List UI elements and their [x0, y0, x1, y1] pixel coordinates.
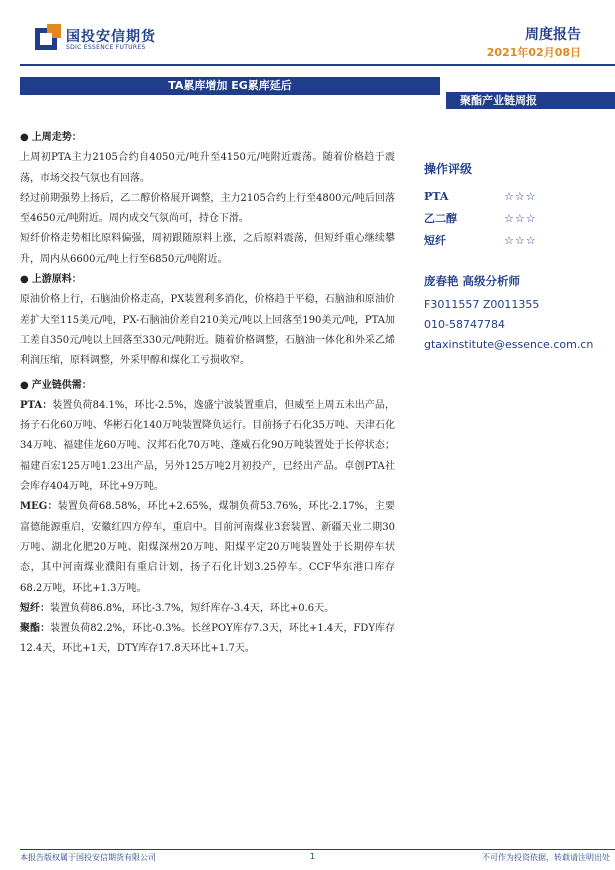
company-logo-icon: [35, 24, 61, 50]
analyst-name: 庞春艳 高级分析师: [424, 274, 521, 288]
logo-text-cn: 国投安信期货: [66, 29, 156, 45]
sidebar: [424, 160, 614, 355]
paragraph: 原油价格上行，石脑油价格走高，PX装置利多消化，价格趋于平稳，石脑油和原油价差扩大至115美元/吨，PX-石脑油价差自210美元/吨以上回落至190美元/吨，PTA加工差自350元/吨以上回落至330元/吨附近。随着价格调整，石脑油一体化和外采乙烯利润压缩，原料调整，外采甲醇和煤化工亏损收窄。: [20, 294, 395, 367]
rating-row-pta: [424, 185, 614, 207]
analyst-license: F3011557 Z0011355: [424, 298, 540, 311]
analyst-phone: 010-58747784: [424, 318, 505, 331]
page-number: 1: [310, 852, 316, 861]
paragraph: 短纤价格走势相比原料偏强，周初跟随原料上涨，之后原料震荡，但短纤重心继续攀升，周内从6600元/吨上行至6850元/吨附近。: [20, 233, 395, 265]
rating-title: 操作评级: [424, 162, 473, 176]
supply-item-polyester: 聚酯：装置负荷82.2%，环比-0.3%。长丝POY库存7.3天，环比+1.4天，FDY库存12.4天，环比+1天，DTY库存17.8天环比+1.7天。: [20, 623, 396, 655]
report-date: 2021年02月08日: [486, 46, 581, 59]
rating-name: 乙二醇: [424, 212, 457, 225]
footer-copyright: 本报告版权属于国投安信期货有限公司: [20, 853, 156, 862]
supply-item-pta: PTA：装置负荷84.1%，环比-2.5%，逸盛宁波装置重启，但威至上周五未出产品，扬子石化60万吨、华彬石化140万吨装置降负运行。目前扬子石化35万吨、天津石化34万吨、福建佳龙60万吨、汉邦石化70万吨、蓬威石化90万吨装置处于长停状态；福建百宏125万吨1.23出产品，另外125万吨2月初投产，已经出产品。卓创PTA社会库存404万吨，环比+9万吨。: [20, 399, 395, 493]
section-heading-upstream: ● 上游原料：: [20, 270, 395, 290]
star-rating-icon: ☆☆☆: [504, 233, 537, 247]
footer-divider: [20, 849, 615, 850]
logo-text-en: SDIC ESSENCE FUTURES: [66, 44, 146, 51]
paragraph: 上周初PTA主力2105合约自4050元/吨升至4150元/吨附近震荡。随着价格趋于震荡，市场交投气氛也有回落。: [20, 152, 395, 184]
report-title-banner: TA累库增加 EG累库延后: [20, 77, 440, 95]
report-type: 周度报告: [525, 27, 581, 43]
paragraph: 经过前期强势上扬后，乙二醇价格展开调整，主力2105合约上行至4800元/吨后回落至4650元/吨附近。周内成交气氛尚可，持仓下滑。: [20, 192, 395, 225]
section-heading-supply: ● 产业链供需：: [20, 376, 395, 396]
series-banner: 聚酯产业链周报: [446, 92, 615, 109]
supply-item-staple-fiber: 短纤：装置负荷86.8%，环比-3.7%，短纤库存-3.4天，环比+0.6天。: [20, 602, 335, 614]
rating-name: 短纤: [424, 234, 446, 247]
rating-name: PTA: [424, 189, 449, 203]
bullet-icon: ●: [20, 132, 29, 143]
header-divider: [20, 64, 615, 66]
section-heading-week: ● 上周走势：: [20, 128, 395, 148]
main-content: [20, 128, 395, 660]
rating-row-meg: [424, 207, 614, 229]
supply-item-meg: MEG：装置负荷68.58%，环比+2.65%，煤制负荷53.76%，环比-2.17%，主要富德能源重启，安徽红四方停车，重启中。目前河南煤业3套装置、新疆天业二期30万吨、湖北化肥20万吨、阳煤深州20万吨、阳煤平定20万吨装置处于长期停车状态，其中河南煤业濮阳有重启计划，扬子石化计划3.25停车。CCF华东港口库存68.2万吨，环比+1.3万吨。: [20, 501, 395, 594]
analyst-email[interactable]: gtaxinstitute@essence.com.cn: [424, 338, 594, 351]
bullet-icon: ●: [20, 379, 29, 391]
footer-disclaimer: 不可作为投资依据，转载请注明出处: [482, 853, 610, 862]
star-rating-icon: ☆☆☆: [504, 189, 537, 203]
rating-row-staple-fiber: [424, 229, 614, 251]
star-rating-icon: ☆☆☆: [504, 211, 537, 225]
analyst-contact: [424, 295, 614, 355]
bullet-icon: ●: [20, 274, 29, 286]
